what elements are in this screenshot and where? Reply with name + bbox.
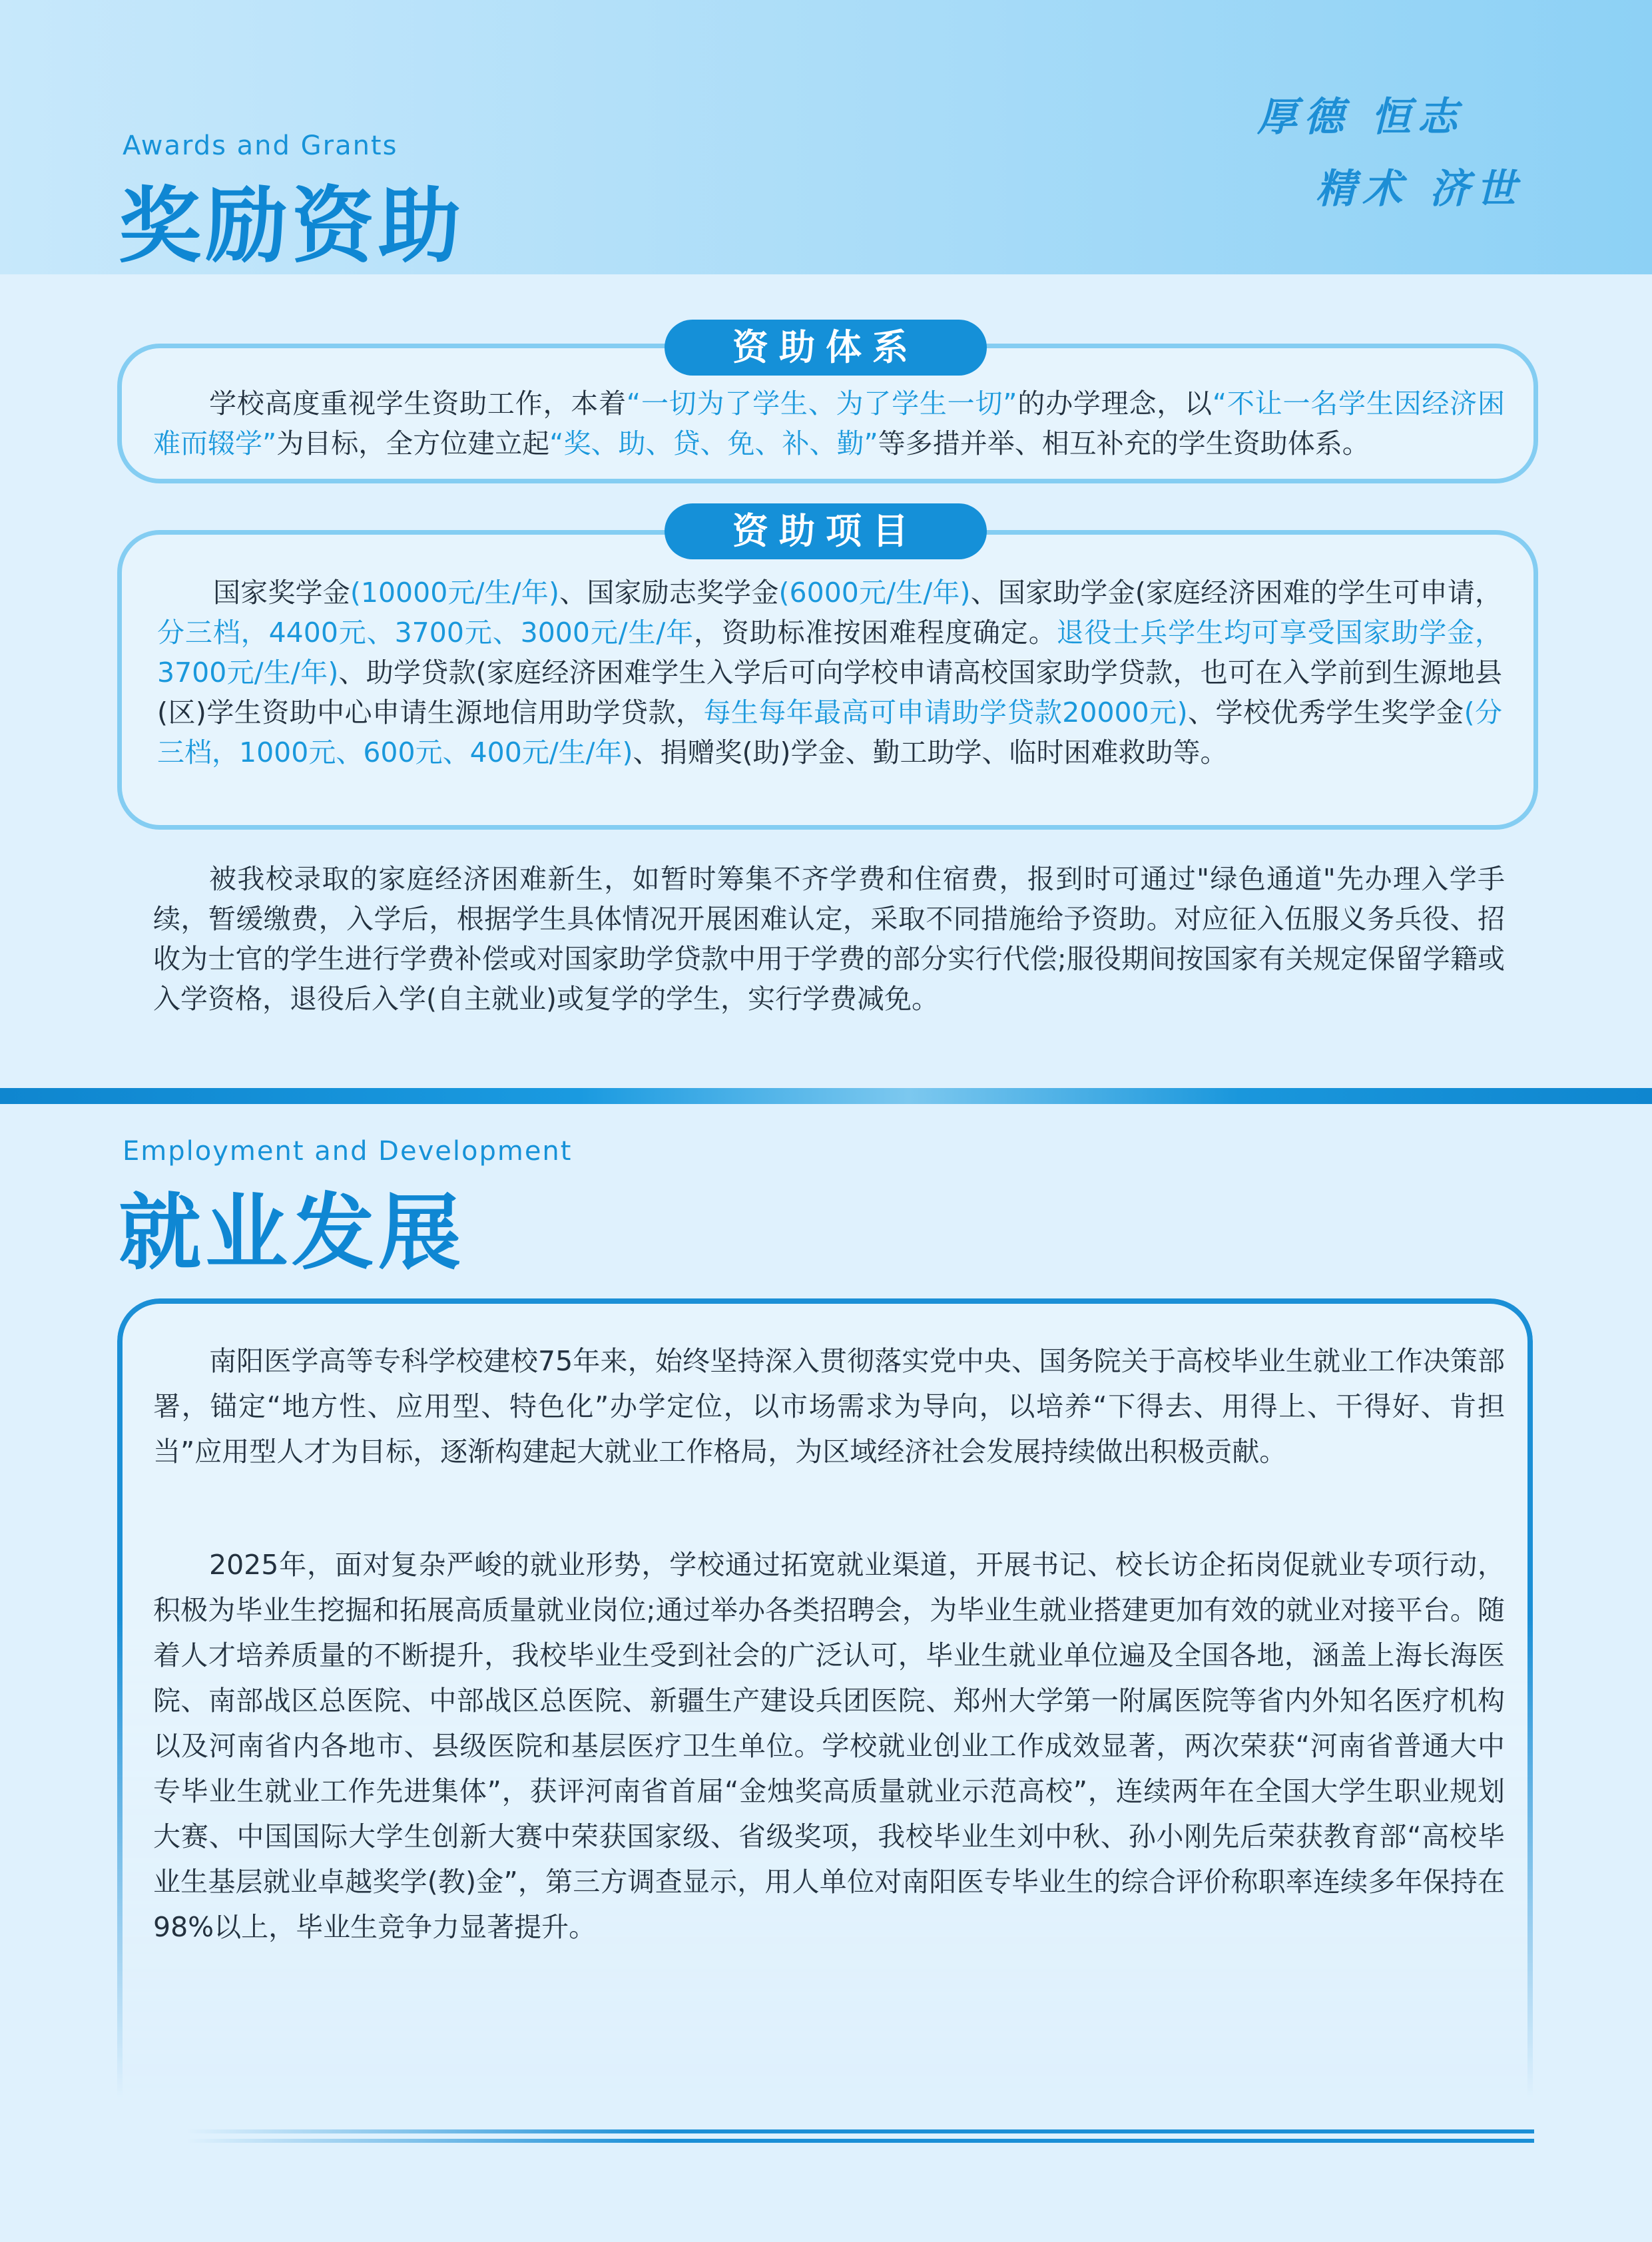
employment-paragraph-1: 南阳医学高等专科学校建校75年来，始终坚持深入贯彻落实党中央、国务院关于高校毕业生就业工作决策部署，锚定“地方性、应用型、特色化”办学定位，以市场需求为导向，以培养“下得去、用得上、干得好、肯担当”应用型人才为目标，逐渐构建起大就业工作格局，为区域经济社会发展持续做出积极贡献。 xyxy=(153,1345,1505,1468)
awards-en-title: Awards and Grants xyxy=(123,131,398,161)
funding-projects-label: 资助项目 xyxy=(665,503,987,559)
employment-en-title: Employment and Development xyxy=(123,1136,573,1167)
employment-paragraph-2: 2025年，面对复杂严峻的就业形势，学校通过拓宽就业渠道，开展书记、校长访企拓岗促就业专项行动，积极为毕业生挖掘和拓展高质量就业岗位;通过举办各类招聘会，为毕业生就业搭建更加有效的就业对接平台。随着人才培养质量的不断提升，我校毕业生受到社会的广泛认可，毕业生就业单位遍及全国各地，涵盖上海长海医院、南部战区总医院、中部战区总医院、新疆生产建设兵团医院、郑州大学第一附属医院等省内外知名医疗机构以及河南省内各地市、县级医院和基层医疗卫生单位。学校就业创业工作成效显著，两次荣获“河南省普通大中专毕业生就业工作先进集体”，获评河南省首届“金烛奖高质量就业示范高校”，连续两年在全国大学生职业规划大赛、中国国际大学生创新大赛中荣获国家级、省级奖项，我校毕业生刘中秋、孙小刚先后荣获教育部“高校毕业生基层就业卓越奖学(教)金”，第三方调查显示，用人单位对南阳医专毕业生的综合评价称职率连续多年保持在98%以上，毕业生竞争力显著提升。 xyxy=(153,1549,1505,1943)
green-channel-text: 被我校录取的家庭经济困难新生，如暂时筹集不齐学费和住宿费，报到时可通过"绿色通道"先办理入学手续，暂缓缴费，入学后，根据学生具体情况开展困难认定，采取不同措施给予资助。对应征入伍服义务兵役、招收为士官的学生进行学费补偿或对国家助学贷款中用于学费的部分实行代偿;服役期间按国家有关规定保留学籍或入学资格，退役后入学(自主就业)或复学的学生，实行学费减免。 xyxy=(153,863,1505,1015)
motto-line-2: 精术 济世 xyxy=(1316,166,1523,212)
employment-zh-title: 就业发展 xyxy=(119,1185,465,1281)
motto-line-1: 厚德 恒志 xyxy=(1257,94,1464,140)
bottom-rule-1 xyxy=(186,2129,1534,2133)
bottom-rule-2 xyxy=(186,2139,1534,2143)
funding-system-label: 资助体系 xyxy=(665,320,987,376)
section-divider xyxy=(0,1088,1652,1104)
funding-projects-text: 国家奖学金(10000元/生/年)、国家励志奖学金(6000元/生/年)、国家助学金(家庭经济困难的学生可申请，分三档，4400元、3700元、3000元/生/年，资助标准按困难程度确定。退役士兵学生均可享受国家助学金，3700元/生/年)、助学贷款(家庭经济困难学生入学后可向学校申请高校国家助学贷款，也可在入学前到生源地县(区)学生资助中心申请生源地信用助学贷款，每生每年最高可申请助学贷款20000元)、学校优秀学生奖学金(分三档，1000元、600元、400元/生/年)、捐赠奖(助)学金、勤工助学、临时困难救助等。 xyxy=(157,577,1503,768)
awards-zh-title: 奖励资助 xyxy=(119,178,465,274)
funding-system-text: 学校高度重视学生资助工作，本着“一切为了学生、为了学生一切”的办学理念，以“不让一名学生因经济困难而辍学”为目标，全方位建立起“奖、助、贷、免、补、勤”等多措并举、相互补充的学生资助体系。 xyxy=(153,388,1506,459)
